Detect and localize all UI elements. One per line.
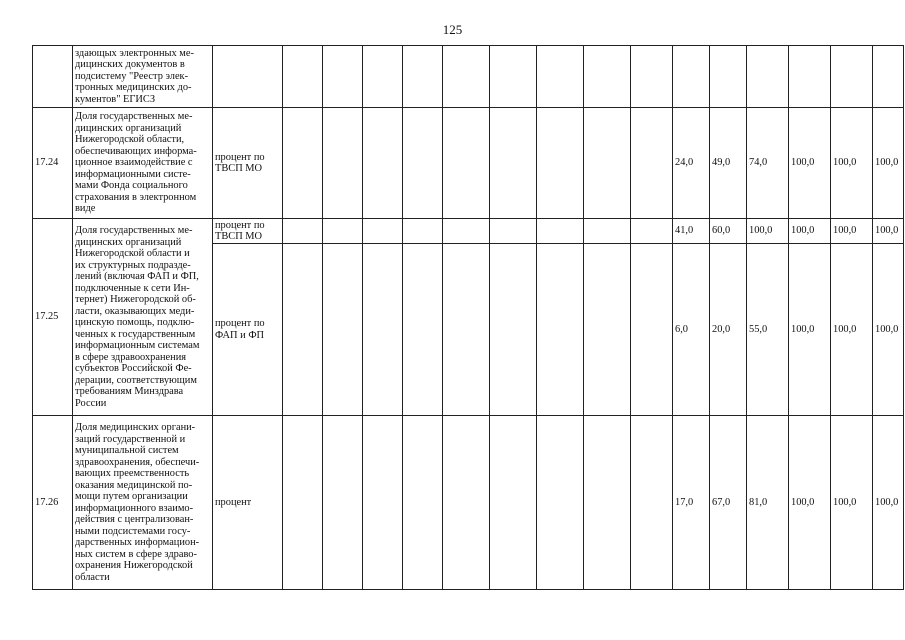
empty-cell [537, 46, 584, 108]
empty-cell [537, 108, 584, 219]
empty-cell [631, 219, 673, 244]
value-cell: 100,0 [789, 244, 831, 416]
value-cell: 41,0 [673, 219, 710, 244]
empty-cell [323, 416, 363, 590]
empty-cell [283, 46, 323, 108]
empty-cell [584, 416, 631, 590]
empty-cell [631, 416, 673, 590]
empty-cell [403, 108, 443, 219]
value-cell: 100,0 [831, 244, 873, 416]
value-cell [789, 46, 831, 108]
empty-cell [363, 416, 403, 590]
value-cell: 100,0 [747, 219, 789, 244]
value-cell: 100,0 [873, 416, 904, 590]
value-cell: 100,0 [873, 244, 904, 416]
unit-cell: процент по ФАП и ФП [213, 244, 283, 416]
row-number [33, 46, 73, 108]
value-cell: 6,0 [673, 244, 710, 416]
table-row [33, 108, 904, 219]
table-row [33, 219, 904, 244]
value-cell [673, 46, 710, 108]
empty-cell [631, 46, 673, 108]
row-number: 17.26 [33, 416, 73, 590]
empty-cell [584, 108, 631, 219]
value-cell: 100,0 [789, 108, 831, 219]
empty-cell [631, 244, 673, 416]
empty-cell [537, 219, 584, 244]
value-cell: 100,0 [873, 108, 904, 219]
value-cell: 24,0 [673, 108, 710, 219]
value-cell: 100,0 [873, 219, 904, 244]
value-cell: 100,0 [831, 219, 873, 244]
empty-cell [323, 108, 363, 219]
empty-cell [584, 219, 631, 244]
row-number: 17.25 [33, 219, 73, 416]
empty-cell [443, 219, 490, 244]
value-cell: 60,0 [710, 219, 747, 244]
value-cell: 100,0 [789, 416, 831, 590]
value-cell: 49,0 [710, 108, 747, 219]
value-cell: 100,0 [831, 416, 873, 590]
empty-cell [490, 244, 537, 416]
value-cell [831, 46, 873, 108]
unit-cell [213, 46, 283, 108]
empty-cell [363, 219, 403, 244]
table-row [33, 46, 904, 108]
value-cell [873, 46, 904, 108]
value-cell: 74,0 [747, 108, 789, 219]
empty-cell [323, 219, 363, 244]
empty-cell [490, 219, 537, 244]
empty-cell [490, 46, 537, 108]
unit-cell: процент [213, 416, 283, 590]
empty-cell [363, 46, 403, 108]
empty-cell [584, 244, 631, 416]
indicator-name: Доля государственных ме- дицинских организаций Нижегородской области, обеспечивающих информа- ционное взаимодействие с информационными систе- мами Фонда социального страхования в электронном виде [73, 108, 213, 219]
value-cell: 100,0 [831, 108, 873, 219]
indicator-name: Доля государственных ме- дицинских организаций Нижегородской области и их структурных подразде- лений (включая ФАП и ФП, подключенные к сети Ин- тернет) Нижегородской об- ласти, оказывающих меди- цинскую помощь, подклю- ченных к государственным информационным системам в сфере здравоохранения субъектов Российской Фе- дерации, соответствующим требованиям Минздрава России [73, 219, 213, 416]
empty-cell [283, 219, 323, 244]
value-cell: 81,0 [747, 416, 789, 590]
unit-cell: процент по ТВСП МО [213, 108, 283, 219]
empty-cell [283, 416, 323, 590]
indicator-name: здающых электронных ме- дицинских документов в подсистему "Реестр элек- тронных медицинских до- кументов" ЕГИСЗ [73, 46, 213, 108]
indicator-name: Доля медицинских органи- заций государственной и муниципальной систем здравоохранения, обеспечи- вающих преемственность оказания медицинской по- мощи путем организации информационного взаимо- действия с централизован- ными подсистемами госу- дарственных информацион- ных систем в сфере здраво- охранения Нижегородской области [73, 416, 213, 590]
value-cell: 100,0 [789, 219, 831, 244]
indicators-table [32, 45, 904, 590]
value-cell: 55,0 [747, 244, 789, 416]
empty-cell [403, 416, 443, 590]
value-cell: 17,0 [673, 416, 710, 590]
value-cell [747, 46, 789, 108]
empty-cell [537, 416, 584, 590]
table-row [33, 416, 904, 590]
empty-cell [283, 108, 323, 219]
value-cell [710, 46, 747, 108]
value-cell: 67,0 [710, 416, 747, 590]
empty-cell [403, 46, 443, 108]
empty-cell [323, 244, 363, 416]
empty-cell [443, 46, 490, 108]
empty-cell [443, 244, 490, 416]
empty-cell [537, 244, 584, 416]
empty-cell [584, 46, 631, 108]
row-number: 17.24 [33, 108, 73, 219]
empty-cell [403, 244, 443, 416]
empty-cell [403, 219, 443, 244]
empty-cell [283, 244, 323, 416]
empty-cell [490, 108, 537, 219]
empty-cell [443, 416, 490, 590]
unit-cell: процент по ТВСП МО [213, 219, 283, 244]
empty-cell [490, 416, 537, 590]
empty-cell [443, 108, 490, 219]
empty-cell [323, 46, 363, 108]
value-cell: 20,0 [710, 244, 747, 416]
empty-cell [363, 108, 403, 219]
page-number: 125 [442, 22, 463, 37]
empty-cell [631, 108, 673, 219]
empty-cell [363, 244, 403, 416]
